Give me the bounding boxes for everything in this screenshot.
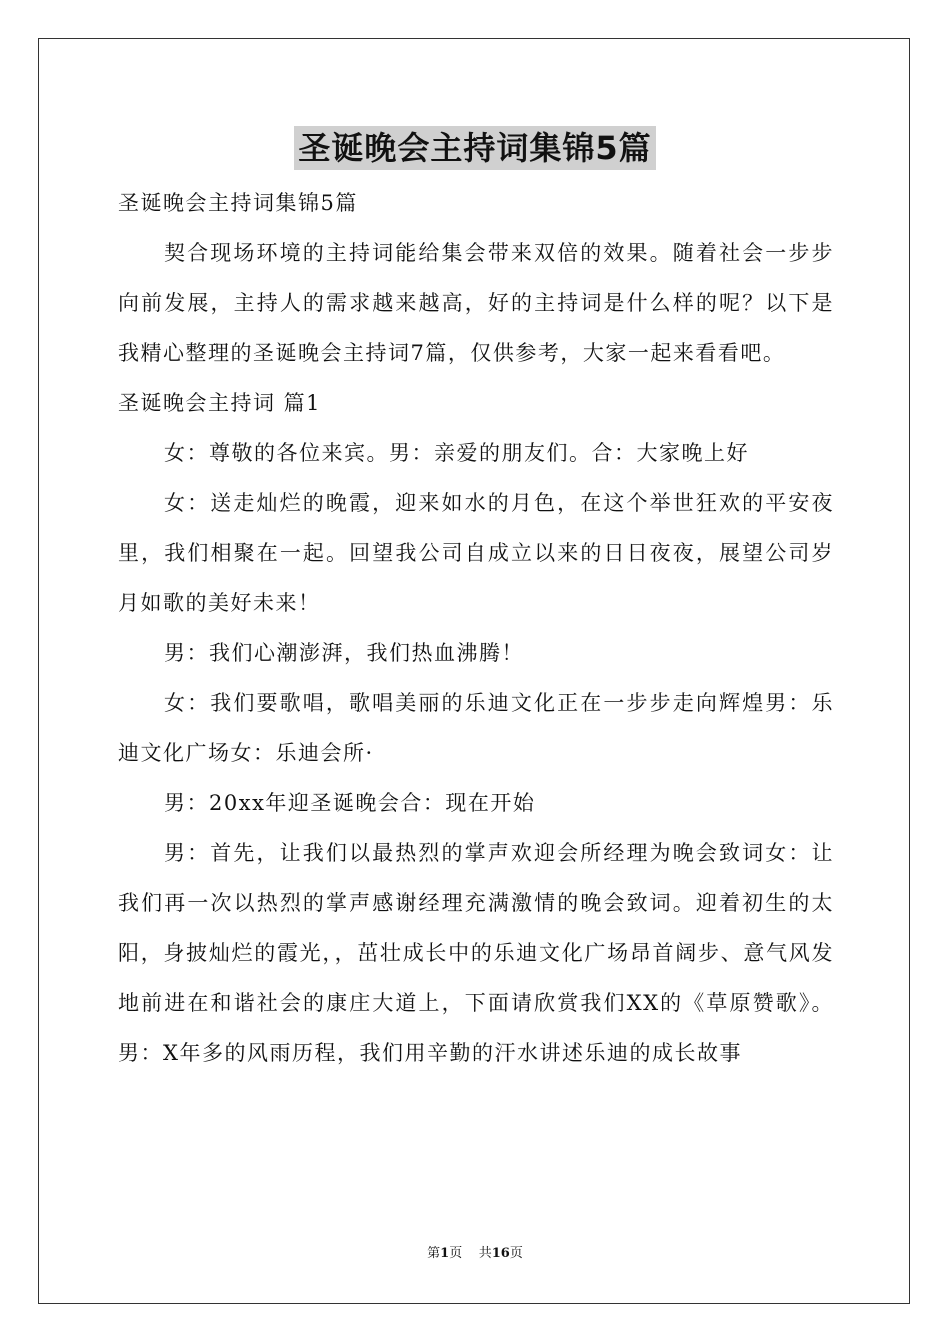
paragraph: 男：我们心潮澎湃，我们热血沸腾！ — [164, 641, 524, 665]
current-page-number: 1 — [440, 1246, 450, 1261]
paragraph: 男：首先，让我们以最热烈的掌声欢迎会所经理为晚会致词女：让我们再一次以热烈的掌声感谢经理充满激情的晚会致词。迎着初生的太阳，身披灿烂的霞光，，茁壮成长中的乐迪文化广场昂首阔步、意气风发地前进在和谐社会的康庄大道上，下面请欣赏我们XX的《草原赞歌》。男：X年多的风雨历程，我们用辛勤的汗水讲述乐迪的成长故事 — [118, 841, 834, 1065]
footer-page-suffix: 页 — [449, 1246, 463, 1261]
total-page-count: 16 — [491, 1246, 510, 1261]
title-wrap — [0, 126, 950, 170]
paragraph-subtitle: 圣诞晚会主持词集锦5篇 — [118, 191, 358, 215]
paragraph: 男：20xx年迎圣诞晚会合：现在开始 — [164, 791, 536, 815]
footer-total-prefix: 共 — [478, 1246, 492, 1261]
page-footer — [0, 1245, 950, 1263]
paragraph: 女：我们要歌唱，歌唱美丽的乐迪文化正在一步步走向辉煌男：乐迪文化广场女：乐迪会所· — [118, 691, 834, 765]
section-heading: 圣诞晚会主持词 篇1 — [118, 391, 322, 415]
document-body — [118, 178, 834, 1078]
footer-total-suffix: 页 — [509, 1246, 523, 1261]
paragraph-intro: 契合现场环境的主持词能给集会带来双倍的效果。随着社会一步步向前发展，主持人的需求越来越高，好的主持词是什么样的呢？以下是我精心整理的圣诞晚会主持词7篇，仅供参考，大家一起来看看吧。 — [118, 241, 834, 365]
footer-prefix: 第 — [427, 1246, 441, 1261]
paragraph: 女：送走灿烂的晚霞，迎来如水的月色，在这个举世狂欢的平安夜里，我们相聚在一起。回望我公司自成立以来的日日夜夜，展望公司岁月如歌的美好未来！ — [118, 491, 834, 615]
doc-title: 圣诞晚会主持词集锦5篇 — [294, 126, 655, 170]
paragraph: 女：尊敬的各位来宾。男：亲爱的朋友们。合：大家晚上好 — [164, 441, 749, 465]
